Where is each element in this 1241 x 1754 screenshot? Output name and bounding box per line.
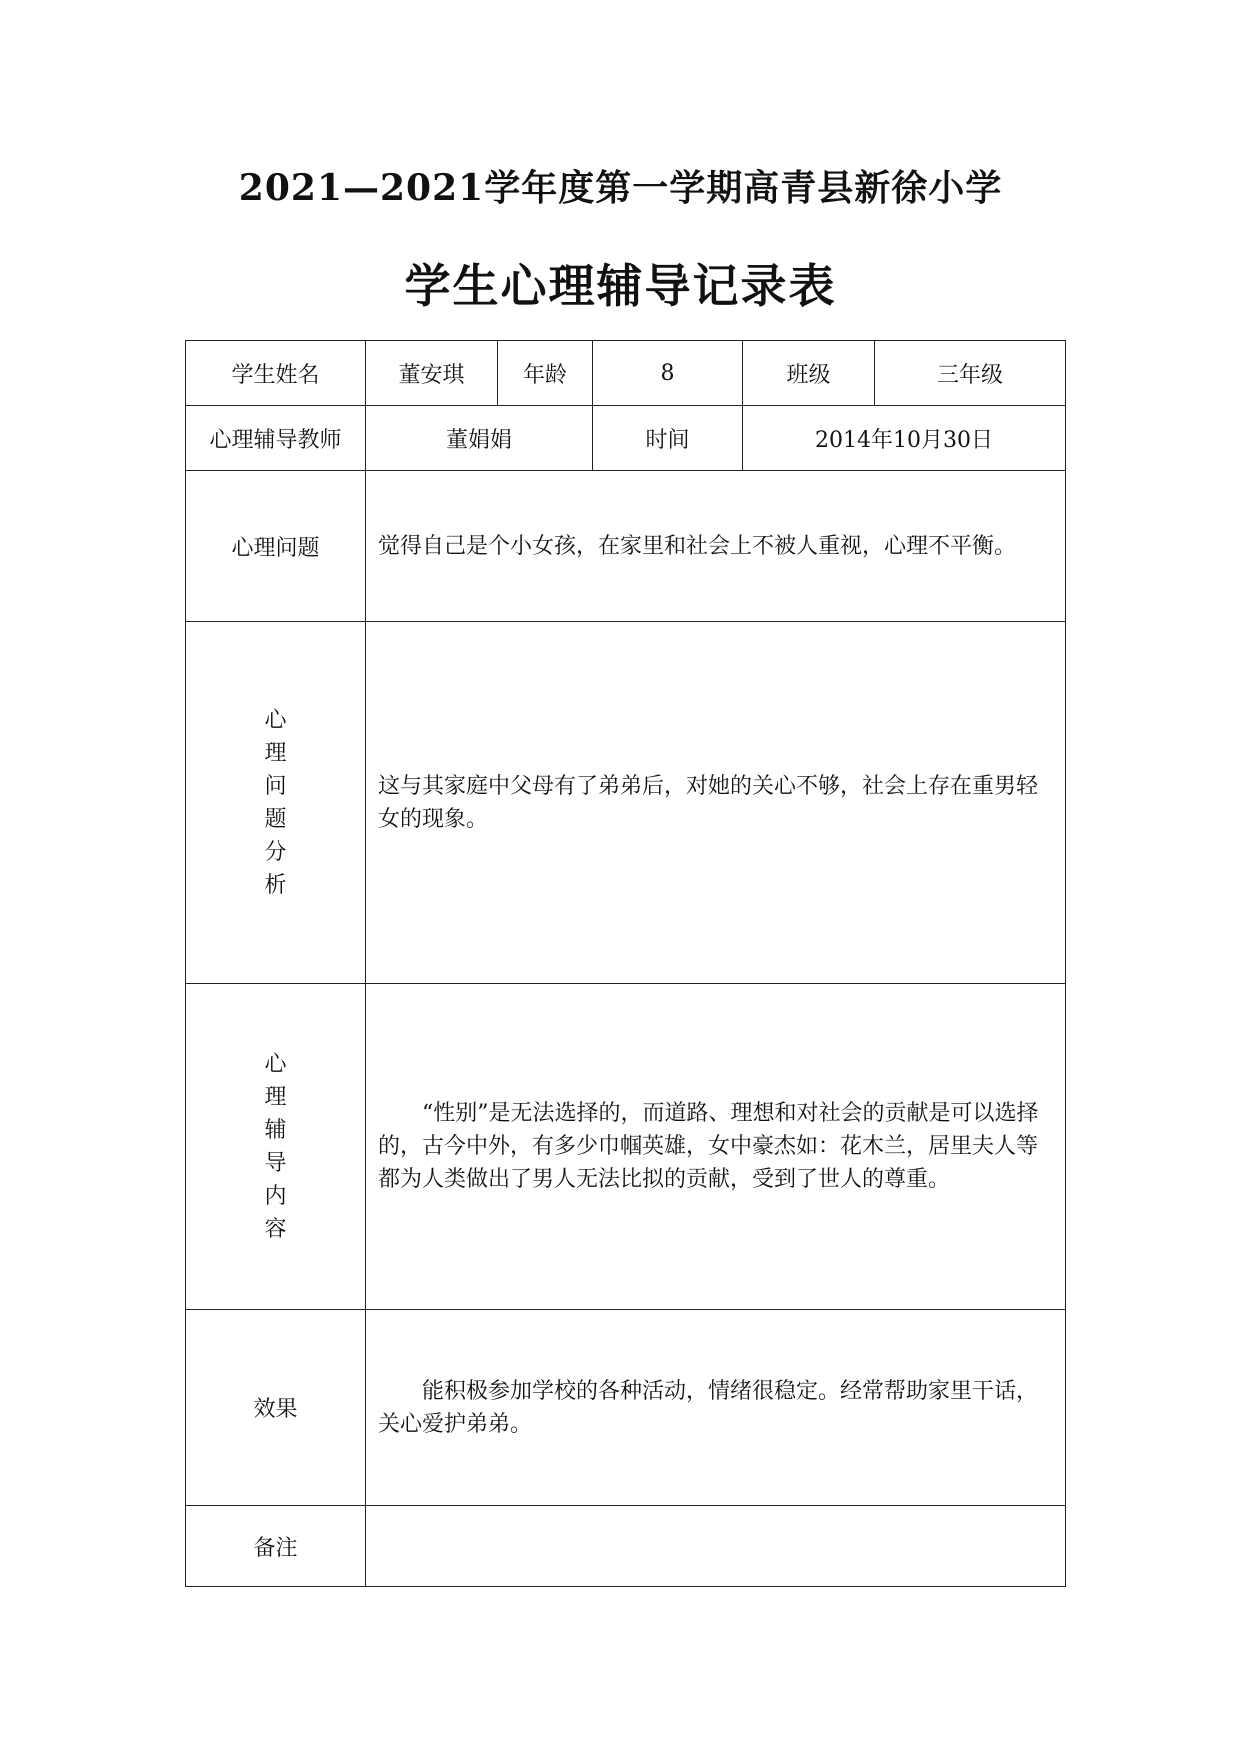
effect-label: 效果 xyxy=(186,1310,366,1506)
document-title: 2021—2021学年度第一学期高青县新徐小学 xyxy=(238,167,1003,209)
analysis-label xyxy=(186,622,366,984)
class-value: 三年级 xyxy=(875,341,1066,406)
student-name-value: 董安琪 xyxy=(366,341,498,406)
teacher-label: 心理辅导教师 xyxy=(186,406,366,471)
effect-text: 能积极参加学校的各种活动，情绪很稳定。经常帮助家里干话，关心爱护弟弟。 xyxy=(366,1310,1066,1506)
content-label-char: 理 xyxy=(264,1084,287,1110)
content-label-char: 导 xyxy=(264,1150,287,1176)
remark-label: 备注 xyxy=(186,1506,366,1587)
problem-row xyxy=(186,471,1066,622)
analysis-label-char: 析 xyxy=(264,872,287,898)
remark-text xyxy=(366,1506,1066,1587)
analysis-row xyxy=(186,622,1066,984)
record-table xyxy=(185,340,1066,1587)
analysis-label-char: 理 xyxy=(264,740,287,766)
analysis-label-char: 问 xyxy=(264,773,287,799)
content-text: “性别”是无法选择的，而道路、理想和对社会的贡献是可以选择的，古今中外，有多少巾帼英雄，女中豪杰如：花木兰，居里夫人等都为人类做出了男人无法比拟的贡献，受到了世人的尊重。 xyxy=(366,984,1066,1310)
content-label-char: 内 xyxy=(264,1183,287,1209)
student-info-row xyxy=(186,341,1066,406)
content-label xyxy=(186,984,366,1310)
time-label: 时间 xyxy=(593,406,743,471)
content-row xyxy=(186,984,1066,1310)
class-label: 班级 xyxy=(743,341,875,406)
content-label-char: 容 xyxy=(264,1216,287,1242)
form-title: 学生心理辅导记录表 xyxy=(404,259,837,313)
student-name-label: 学生姓名 xyxy=(186,341,366,406)
age-value: 8 xyxy=(593,341,743,406)
problem-label: 心理问题 xyxy=(186,471,366,622)
remark-row xyxy=(186,1506,1066,1587)
analysis-label-char: 分 xyxy=(264,839,287,865)
teacher-value: 董娟娟 xyxy=(366,406,593,471)
effect-row xyxy=(186,1310,1066,1506)
teacher-info-row xyxy=(186,406,1066,471)
content-label-char: 心 xyxy=(264,1051,287,1077)
analysis-text: 这与其家庭中父母有了弟弟后，对她的关心不够，社会上存在重男轻女的现象。 xyxy=(366,622,1066,984)
content-label-char: 辅 xyxy=(264,1117,287,1143)
age-label: 年龄 xyxy=(498,341,593,406)
analysis-label-char: 心 xyxy=(264,707,287,733)
time-value: 2014年10月30日 xyxy=(743,406,1066,471)
analysis-label-char: 题 xyxy=(264,806,287,832)
problem-text: 觉得自己是个小女孩，在家里和社会上不被人重视，心理不平衡。 xyxy=(366,471,1066,622)
